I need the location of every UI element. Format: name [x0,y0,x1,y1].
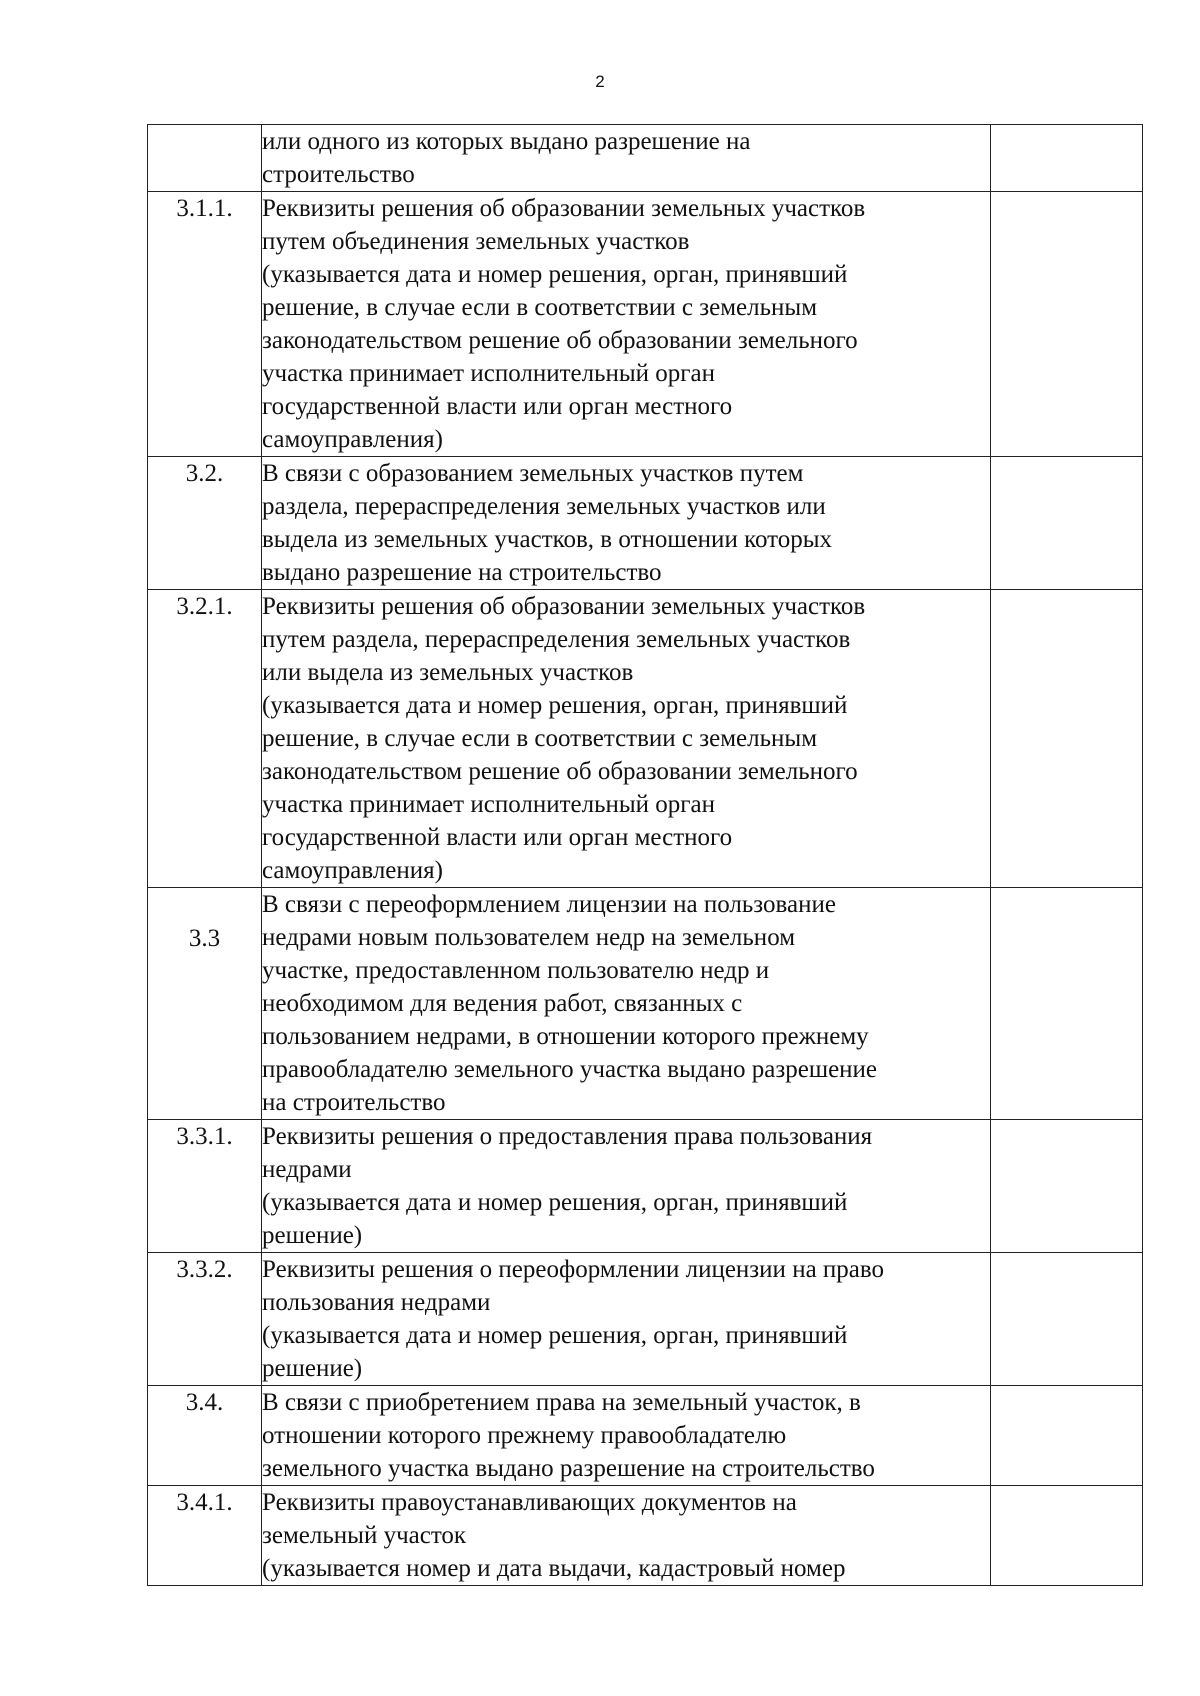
table-row [148,457,1143,590]
row-number: 3.2. [148,457,262,590]
row-text: В связи с образованием земельных участков путем раздела, перераспределения земельных участков или выдела из земельных участков, в отношении которых выдано разрешение на строительство [262,457,991,590]
row-value [991,590,1143,888]
table-row [148,1486,1143,1586]
row-text: В связи с приобретением права на земельный участок, в отношении которого прежнему правообладателю земельного участка выдано разрешение на строительство [262,1386,991,1486]
row-value [991,1486,1143,1586]
row-value [991,457,1143,590]
row-text: Реквизиты решения об образовании земельных участков путем объединения земельных участков (указывается дата и номер решения, орган, принявший решение, в случае если в соответствии с земельным законодательством решение об образовании земельного участка принимает исполнительный орган государственной власти или орган местного самоуправления) [262,192,991,457]
row-number: 3.4. [148,1386,262,1486]
table-row [148,888,1143,1120]
table-row [148,1120,1143,1253]
row-number: 3.1.1. [148,192,262,457]
table-row [148,192,1143,457]
row-number: 3.4.1. [148,1486,262,1586]
row-number: 3.2.1. [148,590,262,888]
row-text: В связи с переоформлением лицензии на пользование недрами новым пользователем недр на земельном участке, предоставленном пользователю недр и необходимом для ведения работ, связанных с пользованием недрами, в отношении которого прежнему правообладателю земельного участка выдано разрешение на строительство [262,888,991,1120]
row-text: Реквизиты решения о предоставления права пользования недрами (указывается дата и номер решения, орган, принявший решение) [262,1120,991,1253]
row-number: 3.3.2. [148,1253,262,1386]
row-value [991,1253,1143,1386]
row-number: 3.3.1. [148,1120,262,1253]
row-number [148,125,262,192]
row-text: или одного из которых выдано разрешение на строительство [262,125,991,192]
row-number: 3.3 [148,888,262,1120]
row-value [991,1120,1143,1253]
table-row [148,125,1143,192]
row-value [991,888,1143,1120]
row-text: Реквизиты решения об образовании земельных участков путем раздела, перераспределения земельных участков или выдела из земельных участков (указывается дата и номер решения, орган, принявший решение, в случае если в соответствии с земельным законодательством решение об образовании земельного участка принимает исполнительный орган государственной власти или орган местного самоуправления) [262,590,991,888]
row-value [991,1386,1143,1486]
document-table [147,124,1143,1586]
row-value [991,192,1143,457]
row-value [991,125,1143,192]
table-row [148,1253,1143,1386]
table-row [148,1386,1143,1486]
table-row [148,590,1143,888]
row-text: Реквизиты правоустанавливающих документов на земельный участок (указывается номер и дата выдачи, кадастровый номер [262,1486,991,1586]
page-number: 2 [595,72,605,91]
row-text: Реквизиты решения о переоформлении лицензии на право пользования недрами (указывается дата и номер решения, орган, принявший решение) [262,1253,991,1386]
